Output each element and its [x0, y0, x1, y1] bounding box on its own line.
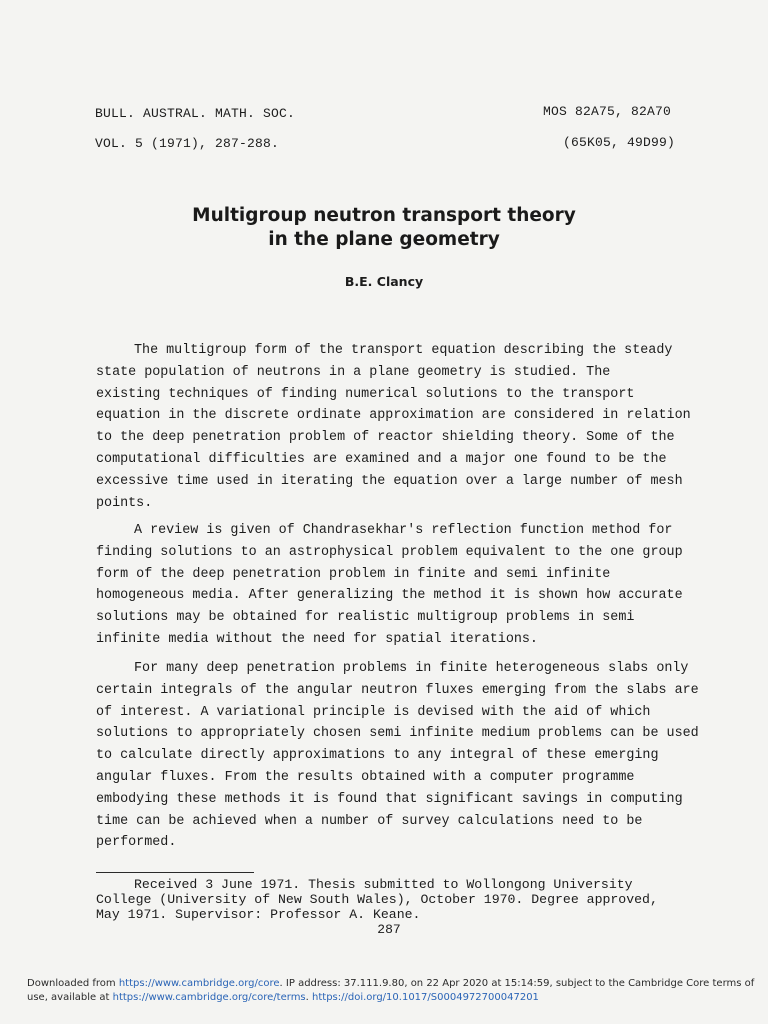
footnote-rule: [96, 872, 254, 873]
text-line: to the deep penetration problem of reactor shielding theory. Some of the: [96, 430, 675, 446]
paper-title-line-2: in the plane geometry: [268, 229, 500, 250]
text-line: equation in the discrete ordinate approximation are considered in relation: [96, 408, 691, 424]
text-line: existing techniques of finding numerical solutions to the transport: [96, 386, 635, 402]
footnote-line: May 1971. Supervisor: Professor A. Keane.: [96, 907, 421, 922]
header-journal: BULL. AUSTRAL. MATH. SOC.: [95, 106, 296, 121]
text-line: form of the deep penetration problem in finite and semi infinite: [96, 566, 611, 582]
text-line: homogeneous media. After generalizing the method it is shown how accurate: [96, 588, 683, 604]
download-notice: [27, 977, 757, 1004]
text-line: state population of neutrons in a plane geometry is studied. The: [96, 364, 611, 380]
page-number: 287: [377, 922, 401, 937]
text-line: A review is given of Chandrasekhar's reflection function method for: [134, 523, 673, 538]
download-separator: .: [305, 991, 313, 1003]
text-line: finding solutions to an astrophysical problem equivalent to the one group: [96, 544, 683, 560]
abstract-paragraph-1: [96, 340, 696, 514]
download-prefix: Downloaded from: [27, 978, 119, 989]
cambridge-core-link[interactable]: https://www.cambridge.org/core: [118, 978, 280, 989]
text-line: solutions to appropriately chosen semi infinite medium problems can be used: [96, 726, 699, 742]
footnote: [96, 877, 696, 922]
text-line: angular fluxes. From the results obtained with a computer programme: [96, 769, 635, 785]
text-line: certain integrals of the angular neutron fluxes emerging from the slabs are: [96, 682, 699, 698]
text-line: computational difficulties are examined and a major one found to be the: [96, 451, 667, 467]
author: B.E. Clancy: [344, 274, 424, 289]
text-line: excessive time used in iterating the equation over a large number of mesh: [96, 473, 683, 489]
text-line: For many deep penetration problems in finite heterogeneous slabs only: [134, 661, 689, 676]
text-line: time can be achieved when a number of survey calculations need to be: [96, 813, 643, 829]
text-line: points.: [96, 495, 153, 511]
download-details: . IP address: 37.111.9.80, on 22 Apr 2020 at 15:14:59, subject to the Cambridge Core terms of use, available at: [27, 978, 755, 1003]
paper-title-line-1: Multigroup neutron transport theory: [192, 205, 576, 226]
abstract-paragraph-3: [96, 658, 699, 854]
header-mos-classification: MOS 82A75, 82A70: [542, 104, 671, 119]
footnote-line: Received 3 June 1971. Thesis submitted to Wollongong University: [134, 877, 633, 892]
doi-link[interactable]: https://doi.org/10.1017/S0004972700047201: [312, 991, 539, 1003]
text-line: infinite media without the need for spatial iterations.: [96, 631, 538, 647]
text-line: of interest. A variational principle is devised with the aid of which: [96, 704, 651, 720]
text-line: performed.: [96, 835, 177, 851]
text-line: The multigroup form of the transport equation describing the steady: [134, 343, 673, 358]
terms-link[interactable]: https://www.cambridge.org/core/terms: [112, 991, 306, 1003]
abstract-paragraph-2: [96, 520, 696, 651]
footnote-line: College (University of New South Wales), October 1970. Degree approved,: [96, 892, 658, 907]
text-line: to calculate directly approximations to any integral of these emerging: [96, 748, 659, 764]
text-line: solutions may be obtained for realistic multigroup problems in semi: [96, 610, 635, 626]
text-line: embodying these methods it is found that significant savings in computing: [96, 791, 683, 807]
header-volume: VOL. 5 (1971), 287-288.: [95, 136, 280, 151]
header-mos-secondary: (65K05, 49D99): [562, 135, 675, 150]
